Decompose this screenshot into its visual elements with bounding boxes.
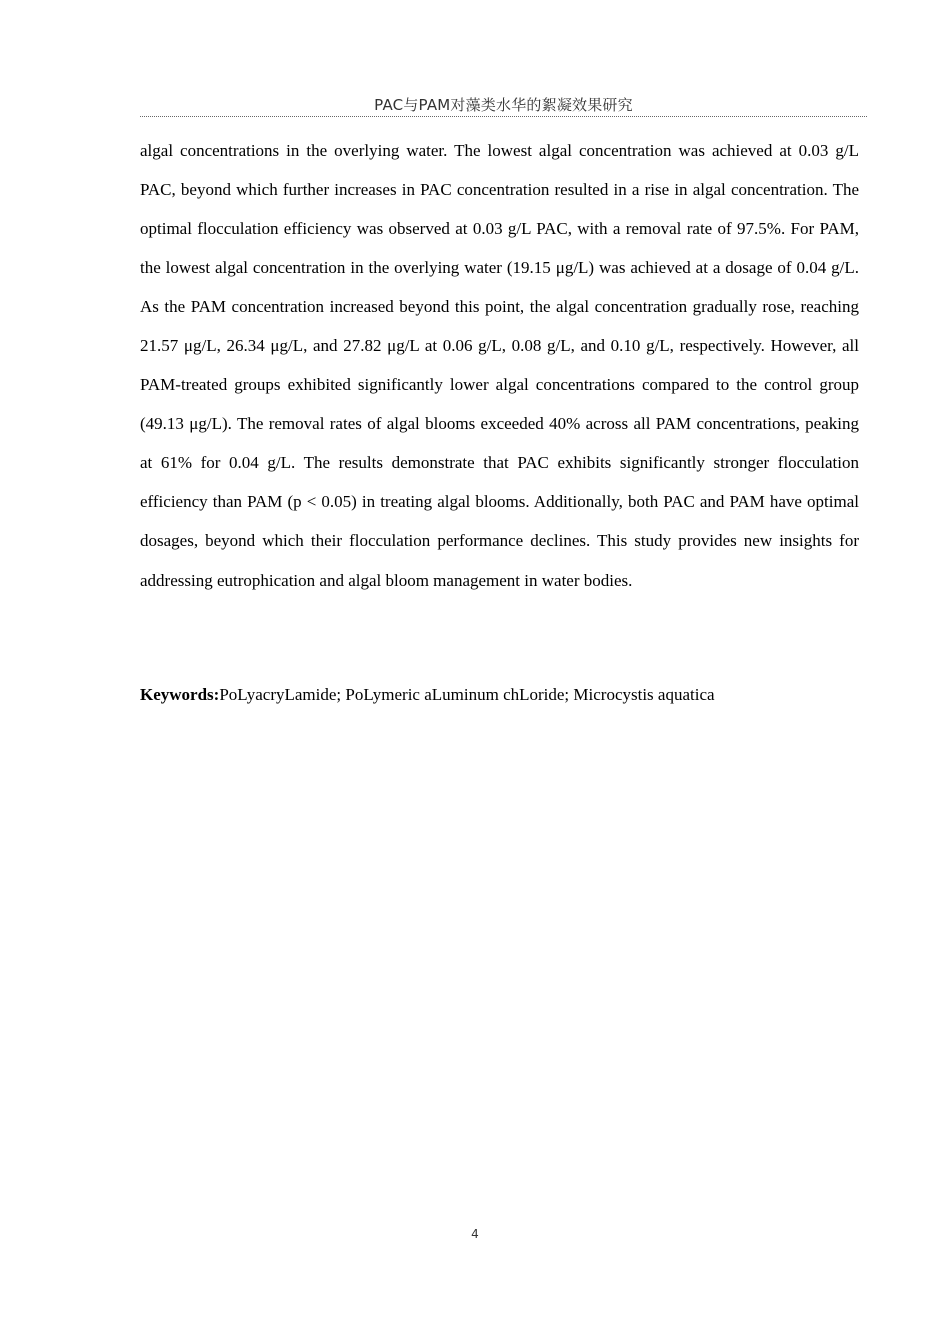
header-divider — [140, 116, 867, 117]
keywords-line — [140, 682, 859, 708]
abstract-paragraph: algal concentrations in the overlying water. The lowest algal concentration was achieved at 0.03 g/L PAC, beyond which further increases in PAC concentration resulted in a rise in algal concentration. The optimal flocculation efficiency was observed at 0.03 g/L PAC, with a removal rate of 97.5%. For PAM, the lowest algal concentration in the overlying water (19.15 μg/L) was achieved at a dosage of 0.04 g/L. As the PAM concentration increased beyond this point, the algal concentration gradually rose, reaching 21.57 μg/L, 26.34 μg/L, and 27.82 μg/L at 0.06 g/L, 0.08 g/L, and 0.10 g/L, respectively. However, all PAM-treated groups exhibited significantly lower algal concentrations compared to the control group (49.13 μg/L). The removal rates of algal blooms exceeded 40% across all PAM concentrations, peaking at 61% for 0.04 g/L. The results demonstrate that PAC exhibits significantly stronger flocculation efficiency than PAM (p < 0.05) in treating algal blooms. Additionally, both PAC and PAM have optimal dosages, beyond which their flocculation performance declines. This study provides new insights for addressing eutrophication and algal bloom management in water bodies. — [140, 141, 859, 590]
page-number: 4 — [471, 1227, 479, 1241]
keywords-value: PoLyacryLamide; PoLymeric aLuminum chLoride; Microcystis aquatica — [219, 685, 715, 704]
keywords-label: Keywords: — [140, 685, 220, 704]
running-header-title: PAC与PAM对藻类水华的絮凝效果研究 — [374, 96, 633, 114]
